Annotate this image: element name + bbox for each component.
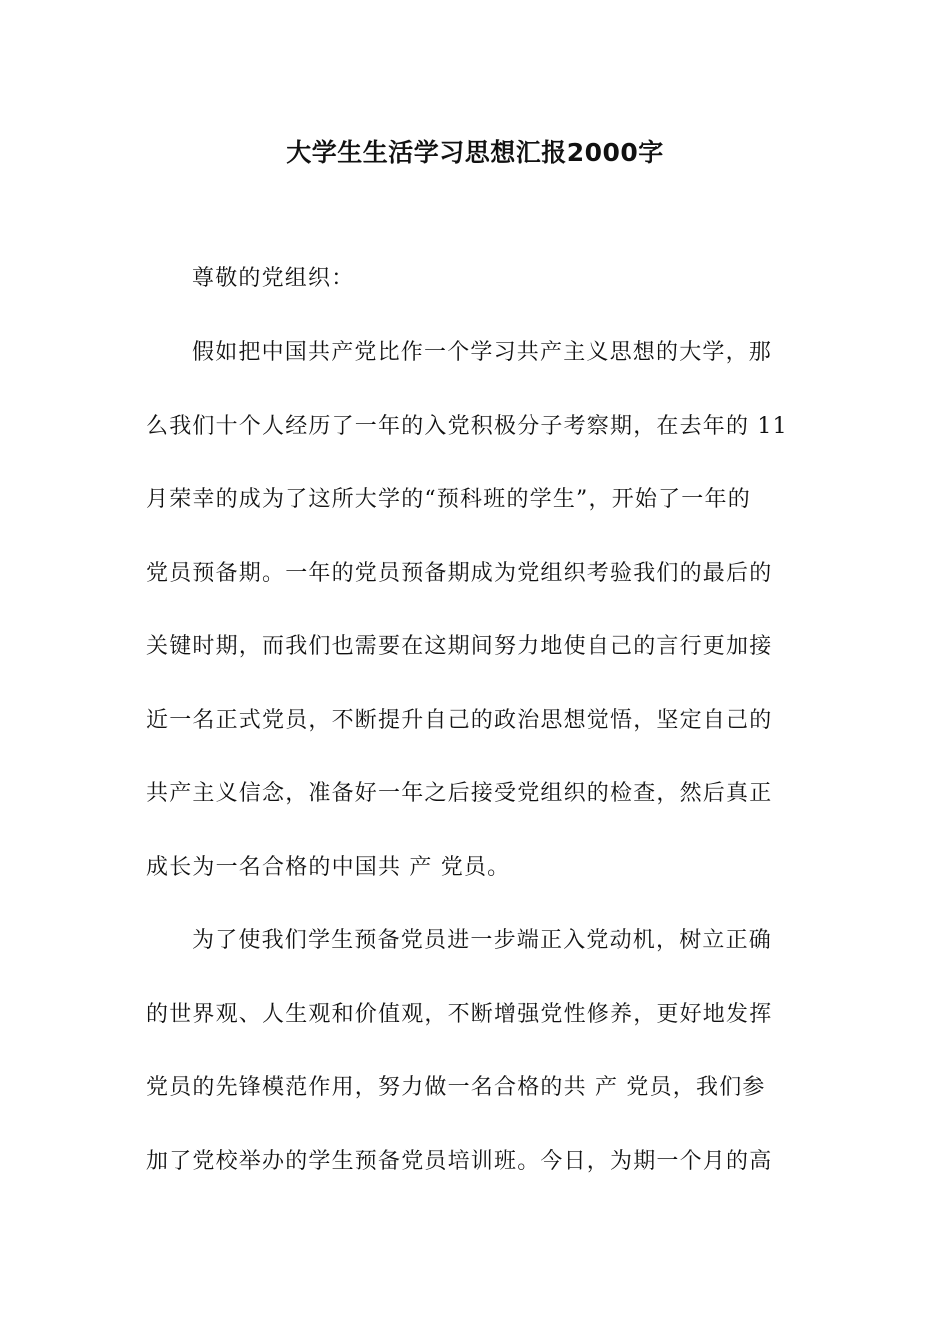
salutation-text: 尊敬的党组织：: [192, 266, 355, 291]
paragraph-line: 党员预备期。一年的党员预备期成为党组织考验我们的最后的: [146, 560, 773, 586]
paragraph-2: [146, 904, 806, 1198]
salutation: [146, 242, 852, 316]
paragraph-line: 共产主义信念，准备好一年之后接受党组织的检查，然后真正: [146, 781, 773, 806]
paragraph-line: 加了党校举办的学生预备党员培训班。今日，为期一个月的高: [146, 1148, 773, 1174]
paragraph-line: 月荣幸的成为了这所大学的“预科班的学生”，开始了一年的: [146, 487, 751, 512]
paragraph-1: [146, 316, 806, 904]
paragraph-line: 成长为一名合格的中国共 产 党员。: [146, 854, 511, 880]
paragraph-line: 假如把中国共产党比作一个学习共产主义思想的大学，那: [192, 340, 773, 365]
paragraph-line: 为了使我们学生预备党员进一步端正入党动机，树立正确: [192, 928, 773, 953]
paragraph-line: 近一名正式党员，不断提升自己的政治思想觉悟，坚定自己的: [146, 707, 773, 733]
paragraph-line: 党员的先锋模范作用，努力做一名合格的共 产 党员，我们参: [146, 1075, 766, 1100]
document-title: 大学生生活学习思想汇报2000字: [286, 138, 664, 167]
paragraph-line: 么我们十个人经历了一年的入党积极分子考察期，在去年的 11: [146, 413, 788, 439]
paragraph-line: 关键时期，而我们也需要在这期间努力地使自己的言行更加接: [146, 634, 773, 659]
paragraph-line: 的世界观、人生观和价值观，不断增强党性修养，更好地发挥: [146, 1001, 773, 1027]
